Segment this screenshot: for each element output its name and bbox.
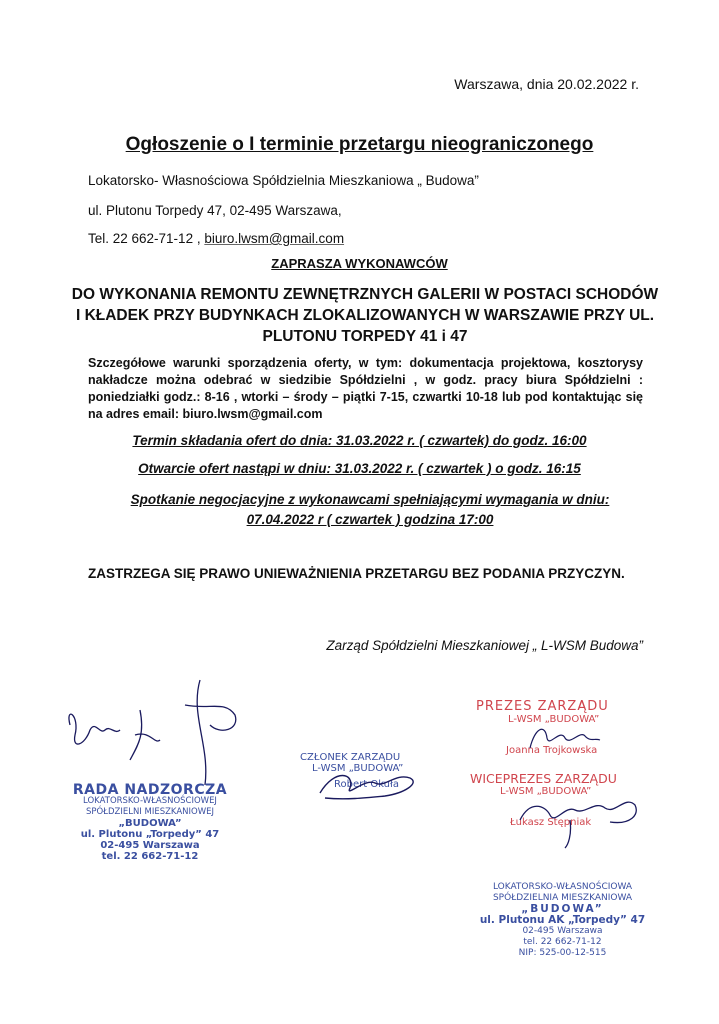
czlonek-stamp-title: CZŁONEK ZARZĄDU bbox=[300, 752, 401, 763]
lwsm-stamp-line4: ul. Plutonu AK „Torpedy” 47 bbox=[479, 914, 646, 926]
czlonek-stamp-name: Robert Okuła bbox=[334, 779, 399, 790]
org-name: Lokatorsko- Własnościowa Spółdzielnia Mieszkaniowa „ Budowa” bbox=[88, 173, 479, 188]
lwsm-stamp-line2: SPÓŁDZIELNIA MIESZKANIOWA bbox=[492, 893, 633, 903]
rada-signature-icon bbox=[60, 675, 250, 798]
tender-subject: DO WYKONANIA REMONTU ZEWNĘTRZNYCH GALERII W POSTACI SCHODÓW I KŁADEK PRZY BUDYNKACH ZLOKALIZOWANYCH W WARSZAWIE PRZY UL. PLUTONU TORPEDY 41 i 47 bbox=[71, 286, 659, 345]
prezes-stamp-title: PREZES ZARZĄDU bbox=[476, 699, 609, 714]
prezes-stamp-name: Joanna Trojkowska bbox=[506, 745, 598, 756]
org-email-link[interactable]: biuro.lwsm@gmail.com bbox=[204, 231, 345, 246]
rada-stamp-line3: „BUDOWA” bbox=[118, 818, 182, 829]
prezes-stamp-org: L-WSM „BUDOWA” bbox=[508, 714, 600, 725]
rada-stamp-line1: LOKATORSKO-WŁASNOŚCIOWEJ bbox=[83, 796, 217, 806]
lwsm-stamp-line6: tel. 22 662-71-12 bbox=[523, 937, 602, 947]
negotiation-meeting bbox=[70, 490, 670, 530]
board-signature-line: Zarząd Spółdzielni Mieszkaniowej „ L-WSM Budowa” bbox=[326, 638, 643, 653]
org-contact bbox=[88, 231, 344, 246]
offer-opening: Otwarcie ofert nastąpi w dniu: 31.03.2022 r. ( czwartek ) o godz. 16:15 bbox=[138, 461, 581, 476]
wiceprezes-signature-icon bbox=[510, 780, 650, 850]
wiceprezes-stamp-org: L-WSM „BUDOWA” bbox=[500, 786, 592, 797]
offer-deadline: Termin składania ofert do dnia: 31.03.2022 r. ( czwartek) do godz. 16:00 bbox=[132, 433, 587, 448]
meeting-line-2: 07.04.2022 r ( czwartek ) godzina 17:00 bbox=[246, 512, 494, 527]
lwsm-stamp-line5: 02-495 Warszawa bbox=[522, 926, 603, 936]
date-line: Warszawa, dnia 20.02.2022 r. bbox=[454, 76, 639, 92]
lwsm-stamp-line3: „BUDOWA” bbox=[521, 903, 604, 915]
meeting-line-1: Spotkanie negocjacyjne z wykonawcami spełniającymi wymagania w dniu: bbox=[130, 492, 610, 507]
czlonek-signature-icon bbox=[315, 758, 435, 808]
lwsm-stamp-line7: NIP: 525-00-12-515 bbox=[518, 948, 607, 958]
org-address: ul. Plutonu Torpedy 47, 02-495 Warszawa, bbox=[88, 203, 342, 218]
rada-stamp-title: RADA NADZORCZA bbox=[72, 782, 228, 798]
rada-stamp-line6: tel. 22 662-71-12 bbox=[101, 851, 199, 862]
tender-details: Szczegółowe warunki sporządzenia oferty, w tym: dokumentacja projektowa, kosztorysy nakładcze można odebrać w siedzibie Spółdzielni , w godz. pracy biura Spółdzielni : poniedziałki godz.: 8-16 , wtorki – środy – piątki 7-15, czwartki 10-18 lub pod kontaktując się na adres email: biuro.lwsm@gmail.com bbox=[88, 356, 643, 421]
rada-stamp-line2: SPÓŁDZIELNI MIESZKANIOWEJ bbox=[85, 807, 215, 817]
wiceprezes-stamp-name: Łukasz Stępniak bbox=[510, 817, 592, 828]
lwsm-stamp bbox=[470, 882, 655, 959]
lwsm-stamp-line1: LOKATORSKO-WŁASNOŚCIOWA bbox=[492, 882, 633, 892]
prezes-signature-icon bbox=[525, 718, 605, 758]
rada-stamp-line5: 02-495 Warszawa bbox=[100, 840, 200, 851]
org-phone: Tel. 22 662-71-12 , bbox=[88, 231, 205, 246]
invite-heading: ZAPRASZA WYKONAWCÓW bbox=[271, 256, 448, 271]
document-title: Ogłoszenie o I terminie przetargu nieograniczonego bbox=[125, 134, 594, 155]
rada-nadzorcza-stamp bbox=[60, 782, 240, 862]
czlonek-stamp-org: L-WSM „BUDOWA” bbox=[312, 763, 404, 774]
wiceprezes-stamp-title: WICEPREZES ZARZĄDU bbox=[470, 771, 617, 786]
rada-stamp-line4: ul. Plutonu „Torpedy” 47 bbox=[80, 829, 220, 840]
reservation-clause: ZASTRZEGA SIĘ PRAWO UNIEWAŻNIENIA PRZETARGU BEZ PODANIA PRZYCZYN. bbox=[88, 566, 625, 581]
